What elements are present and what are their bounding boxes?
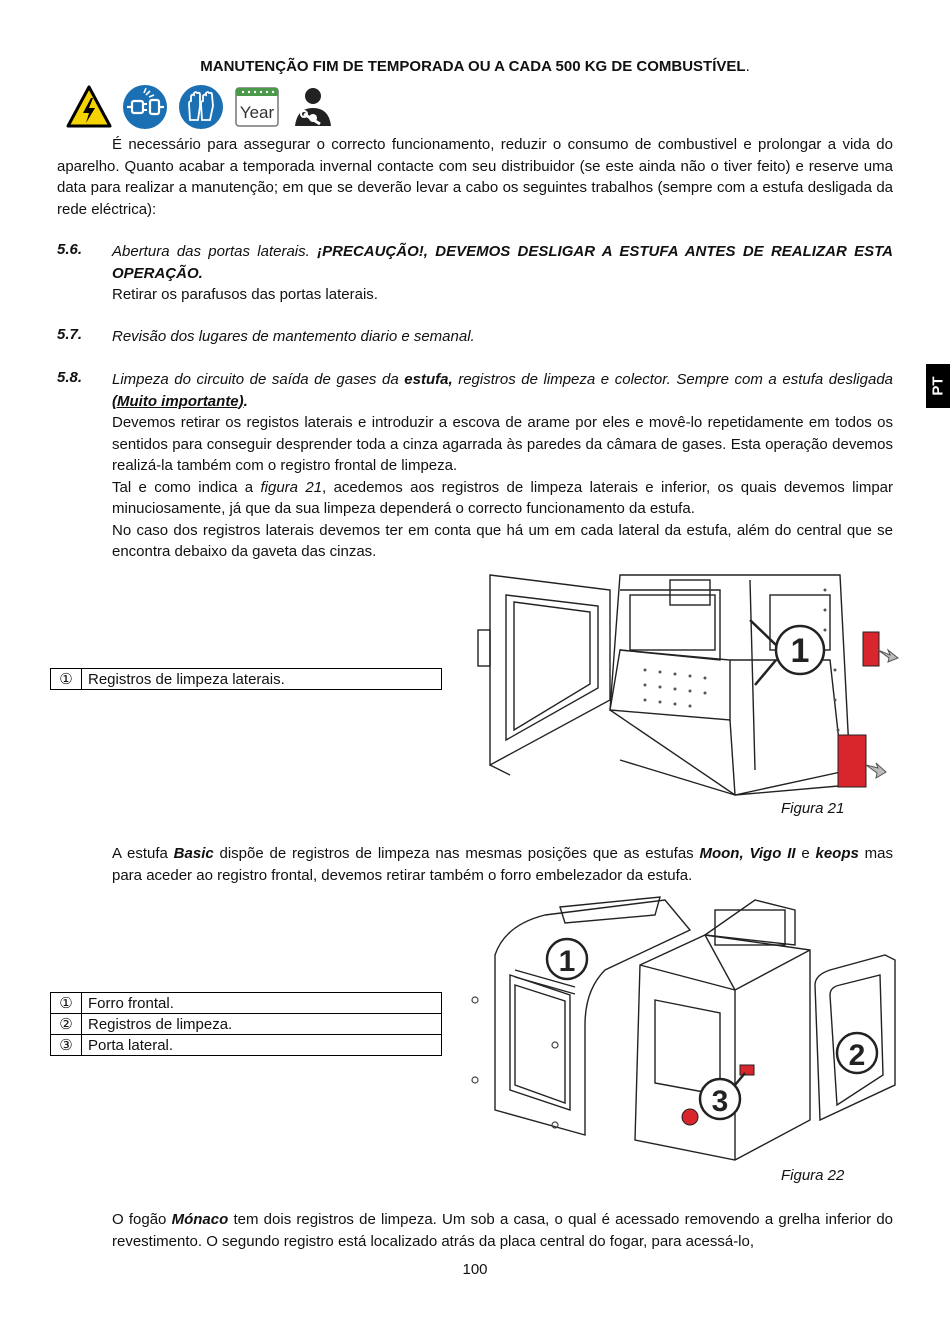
legend-number: ① <box>51 993 82 1014</box>
section-5-8-lead-e: . <box>243 392 248 410</box>
svg-text:3: 3 <box>711 1085 729 1118</box>
technician-icon <box>290 84 336 130</box>
section-5-7-lead: Revisão dos lugares de mantemento diario e semanal. <box>112 328 475 345</box>
legend-row <box>51 1035 442 1056</box>
register-upper <box>863 632 879 666</box>
figure-21-legend <box>50 668 442 690</box>
svg-text:1: 1 <box>558 945 576 978</box>
section-5-6-number: 5.6. <box>57 241 83 258</box>
legend-row <box>51 1014 442 1035</box>
section-5-8-body <box>112 369 893 563</box>
gloves-icon <box>178 84 224 130</box>
language-tab: PT <box>926 364 950 408</box>
figure-21-drawing <box>470 570 900 800</box>
svg-text:2: 2 <box>848 1039 866 1072</box>
figure-22-callout-3 <box>700 1073 745 1119</box>
figure-21-caption: Figura 21 <box>781 800 845 817</box>
page-number: 100 <box>462 1261 488 1278</box>
figure-22-callout-1 <box>547 939 587 979</box>
legend-number: ② <box>51 1014 82 1035</box>
svg-text:1: 1 <box>790 632 810 670</box>
legend-label: Porta lateral. <box>82 1035 442 1056</box>
legend-number: ① <box>51 669 82 690</box>
section-5-6-lead: Abertura das portas laterais. <box>112 243 318 260</box>
legend-label: Registros de limpeza laterais. <box>82 669 442 690</box>
figure-22-legend <box>50 992 442 1056</box>
safety-icons-row <box>66 84 336 130</box>
figure-22-callout-2 <box>837 1033 877 1073</box>
legend-label: Registros de limpeza. <box>82 1014 442 1035</box>
figure-22-drawing <box>465 895 905 1165</box>
section-5-6-text: Retirar os parafusos das portas laterais. <box>112 286 378 303</box>
legend-row <box>51 993 442 1014</box>
section-5-8-lead-c: registros de limpeza e colector. Sempre com a estufa desligada <box>452 371 893 388</box>
register-lower <box>838 735 866 787</box>
section-5-8-p1: Devemos retirar os registos laterais e introduzir a escova de arame por eles e movê-lo repetidamente em todos os sentidos para conseguir desprender toda a cinza agarrada às paredes da câmara de gases. Esta operação devemos realizá-la também com o registro frontal de limpeza. <box>112 414 893 474</box>
section-5-8-lead-b: estufa, <box>404 371 453 388</box>
figure-21-callout <box>750 620 824 685</box>
legend-number: ③ <box>51 1035 82 1056</box>
unplug-icon <box>122 84 168 130</box>
section-5-8-number: 5.8. <box>57 369 83 386</box>
calendar-year-icon <box>234 84 280 130</box>
basic-paragraph: A estufa Basic dispõe de registros de limpeza nas mesmas posições que as estufas Moon, Vigo II e keops mas para aceder ao registro frontal, devemos retirar também o forro embelezador da estufa. <box>112 845 894 884</box>
intro-paragraph: É necessário para assegurar o correcto funcionamento, reduzir o consumo de combustivel e prolongar a vida do aparelho. Quanto acabar a temporada invernal contacte com seu distribuidor (se este ainda não o tiver feito) e reserve uma data para realizar a manutenção; em que se deverão levar a cabo os seguintes trabalhos (sempre com a estufa desligada da rede eléctrica): <box>57 136 893 218</box>
section-5-8-lead-a: Limpeza do circuito de saída de gases da <box>112 371 405 388</box>
page-title: MANUTENÇÃO FIM DE TEMPORADA OU A CADA 500 KG DE COMBUSTÍVEL. <box>200 58 750 75</box>
legend-label: Forro frontal. <box>82 993 442 1014</box>
section-5-7-number: 5.7. <box>57 326 83 343</box>
section-5-6-warning: ¡PRECAUÇÃO!, DEVEMOS DESLIGAR A ESTUFA ANTES DE REALIZAR ESTA OPERAÇÃO. <box>112 243 893 282</box>
figure-22-caption: Figura 22 <box>781 1167 845 1184</box>
section-5-6-body <box>112 241 893 306</box>
section-5-8-important: (Muito importante) <box>112 392 244 410</box>
legend-row <box>51 669 442 690</box>
section-5-8-p3: No caso dos registros laterais devemos ter em conta que há um em cada lateral da estufa, além do central que se encontra debaixo da gaveta das cinzas. <box>112 521 893 560</box>
electric-hazard-icon <box>66 84 112 130</box>
calendar-year-text: Year <box>239 103 275 122</box>
monaco-paragraph: O fogão Mónaco tem dois registros de limpeza. Um sob a casa, o qual é acessado removendo a grelha inferior do revestimento. O segundo registro está localizado atrás da placa central do fogar, para acessá-lo, <box>112 1211 894 1250</box>
section-5-8-p2: Tal e como indica a figura 21, acedemos aos registros de limpeza laterais e inferior, os quais devemos limpar minuciosamente, já que da sua limpeza dependerá o correcto funcionamento da estufa. <box>112 478 893 517</box>
